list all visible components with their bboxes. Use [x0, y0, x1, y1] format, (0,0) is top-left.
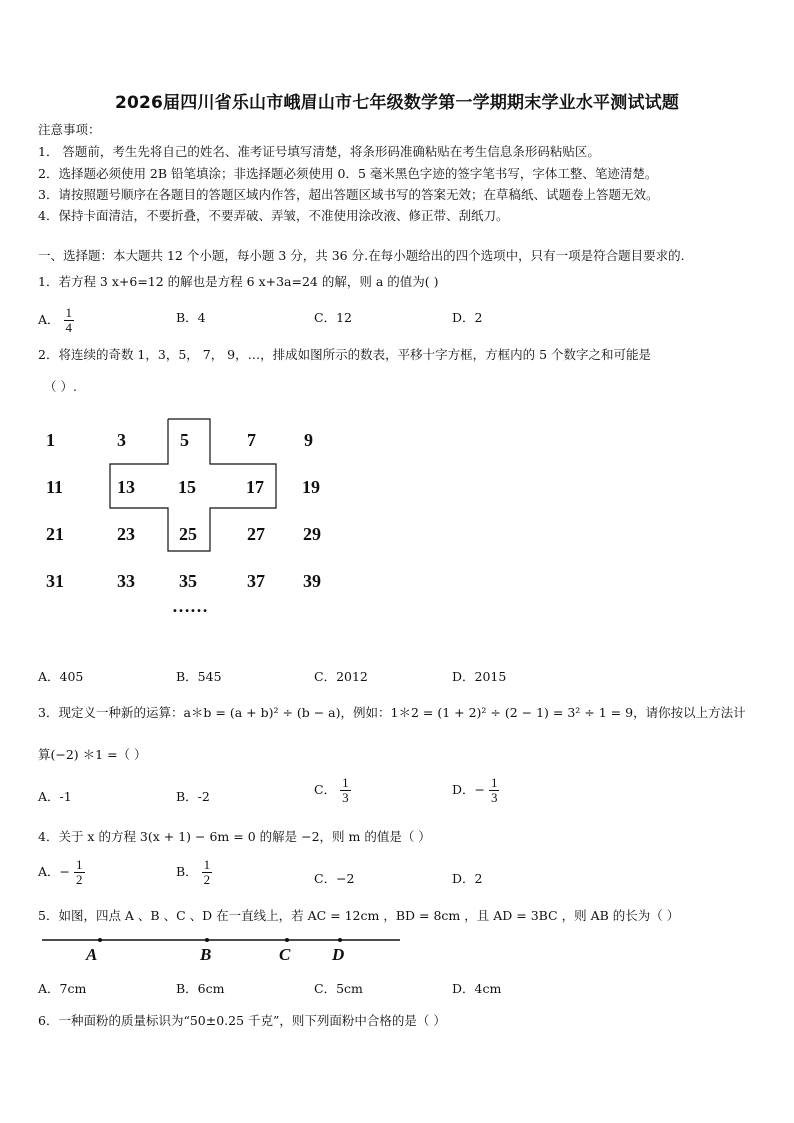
q5-option-d: D．4cm — [452, 981, 502, 996]
q1-option-b: B．4 — [176, 310, 206, 325]
q4-b-numerator: 1 — [203, 857, 211, 872]
grid-cell: 39 — [303, 571, 321, 591]
notice-item-2: 2．选择题必须使用 2B 铅笔填涂；非选择题必须使用 0．5 毫米黑色字迹的签字笔书写，字体工整、笔迹清楚。 — [38, 166, 658, 181]
point-label-a: A — [86, 945, 98, 964]
notice-item-3: 3．请按照题号顺序在各题目的答题区域内作答，超出答题区域书写的答案无效；在草稿纸、试题卷上答题无效。 — [38, 187, 659, 202]
page-title: 2026届四川省乐山市峨眉山市七年级数学第一学期期末学业水平测试试题 — [114, 93, 680, 113]
grid-cell: 17 — [246, 477, 264, 497]
q3-c-numerator: 1 — [342, 775, 349, 790]
grid-cell: 15 — [178, 477, 196, 497]
q1-a-numerator: 1 — [65, 305, 73, 320]
grid-cell: 9 — [304, 430, 313, 450]
point-label-c: C — [279, 945, 291, 964]
q4-a-denominator: 2 — [76, 872, 83, 887]
q3-d-numerator: 1 — [490, 775, 498, 790]
q5-option-a: A．7cm — [38, 981, 87, 996]
grid-cell: 33 — [117, 571, 135, 591]
grid-cell: 13 — [117, 477, 135, 497]
q3-option-c-label: C． — [314, 782, 337, 797]
grid-cell: 27 — [247, 524, 265, 544]
q3-option-d-label: D．− — [452, 782, 485, 797]
question-2-blank: （ ）. — [44, 379, 77, 394]
q3-d-denominator: 3 — [490, 790, 498, 805]
q3-c-denominator: 3 — [342, 790, 349, 805]
q1-option-c: C．12 — [314, 310, 352, 325]
grid-cell: 31 — [46, 571, 64, 591]
notice-item-4: 4．保持卡面清洁，不要折叠，不要弄破、弄皱，不准使用涂改液、修正带、刮纸刀。 — [38, 208, 509, 223]
grid-cell: 19 — [302, 477, 320, 497]
q2-option-c: C．2012 — [314, 669, 368, 684]
q4-b-denominator: 2 — [203, 872, 211, 887]
question-2: 2．将连续的奇数 1，3，5， 7， 9，…，排成如图所示的数表，平移十字方框，方框内的 5 个数字之和可能是 — [38, 347, 652, 362]
grid-cell: 21 — [46, 524, 64, 544]
question-6: 6．一种面粉的质量标识为“50±0.25 千克”，则下列面粉中合格的是（ ） — [38, 1013, 446, 1028]
grid-cell: 3 — [117, 430, 126, 450]
grid-cell: 1 — [46, 430, 55, 450]
question-4: 4．关于 x 的方程 3(x + 1) − 6m = 0 的解是 −2，则 m 的值是（ ） — [38, 829, 431, 844]
notice-item-1: 1． 答题前，考生先将自己的姓名、准考证号填写清楚，将条形码准确粘贴在考生信息条形码粘贴区。 — [38, 144, 600, 159]
grid-cell: 23 — [117, 524, 135, 544]
section-heading: 一、选择题：本大题共 12 个小题，每小题 3 分，共 36 分.在每小题给出的四个选项中，只有一项是符合题目要求的. — [38, 248, 685, 263]
grid-ellipsis: …… — [172, 596, 208, 616]
q4-option-d: D．2 — [452, 871, 483, 886]
q2-option-b: B．545 — [176, 669, 222, 684]
question-3: 3．现定义一种新的运算：a＊b = (a + b)² ÷ (b − a)，例如：1＊2 = (1 + 2)² ÷ (2 − 1) = 3² ÷ 1 = 9，请你按以上方法计 — [38, 705, 746, 720]
question-3-line2: 算(−2) ＊1 =（ ） — [38, 747, 147, 762]
q3-option-a: A．-1 — [38, 789, 72, 804]
q3-option-b: B．-2 — [176, 789, 210, 804]
q2-option-a: A．405 — [38, 669, 84, 684]
grid-cell: 25 — [179, 524, 197, 544]
q4-a-numerator: 1 — [76, 857, 83, 872]
grid-cell: 35 — [179, 571, 197, 591]
q5-option-b: B．6cm — [176, 981, 225, 996]
grid-cell: 7 — [247, 430, 256, 450]
q4-option-c: C．−2 — [314, 871, 355, 886]
notice-heading: 注意事项： — [38, 122, 101, 137]
question-1: 1．若方程 3 x+6=12 的解也是方程 6 x+3a=24 的解，则 a 的值为( ) — [38, 274, 439, 289]
q1-option-a-label: A． — [38, 312, 60, 327]
q1-a-denominator: 4 — [65, 320, 73, 335]
grid-cell: 37 — [247, 571, 265, 591]
grid-cell: 11 — [46, 477, 64, 497]
q4-option-b-label: B． — [176, 864, 198, 879]
grid-cell: 5 — [180, 430, 189, 450]
q1-option-d: D．2 — [452, 310, 483, 325]
q2-option-d: D．2015 — [452, 669, 507, 684]
question-5: 5．如图，四点 A 、B 、C 、D 在一直线上，若 AC = 12cm ，BD = 8cm ，且 AD = 3BC ，则 AB 的长为（ ） — [38, 908, 680, 923]
point-label-b: B — [200, 945, 212, 964]
point-label-d: D — [332, 945, 345, 964]
q5-option-c: C．5cm — [314, 981, 363, 996]
q4-option-a-label: A．− — [38, 864, 71, 879]
grid-cell: 29 — [303, 524, 321, 544]
